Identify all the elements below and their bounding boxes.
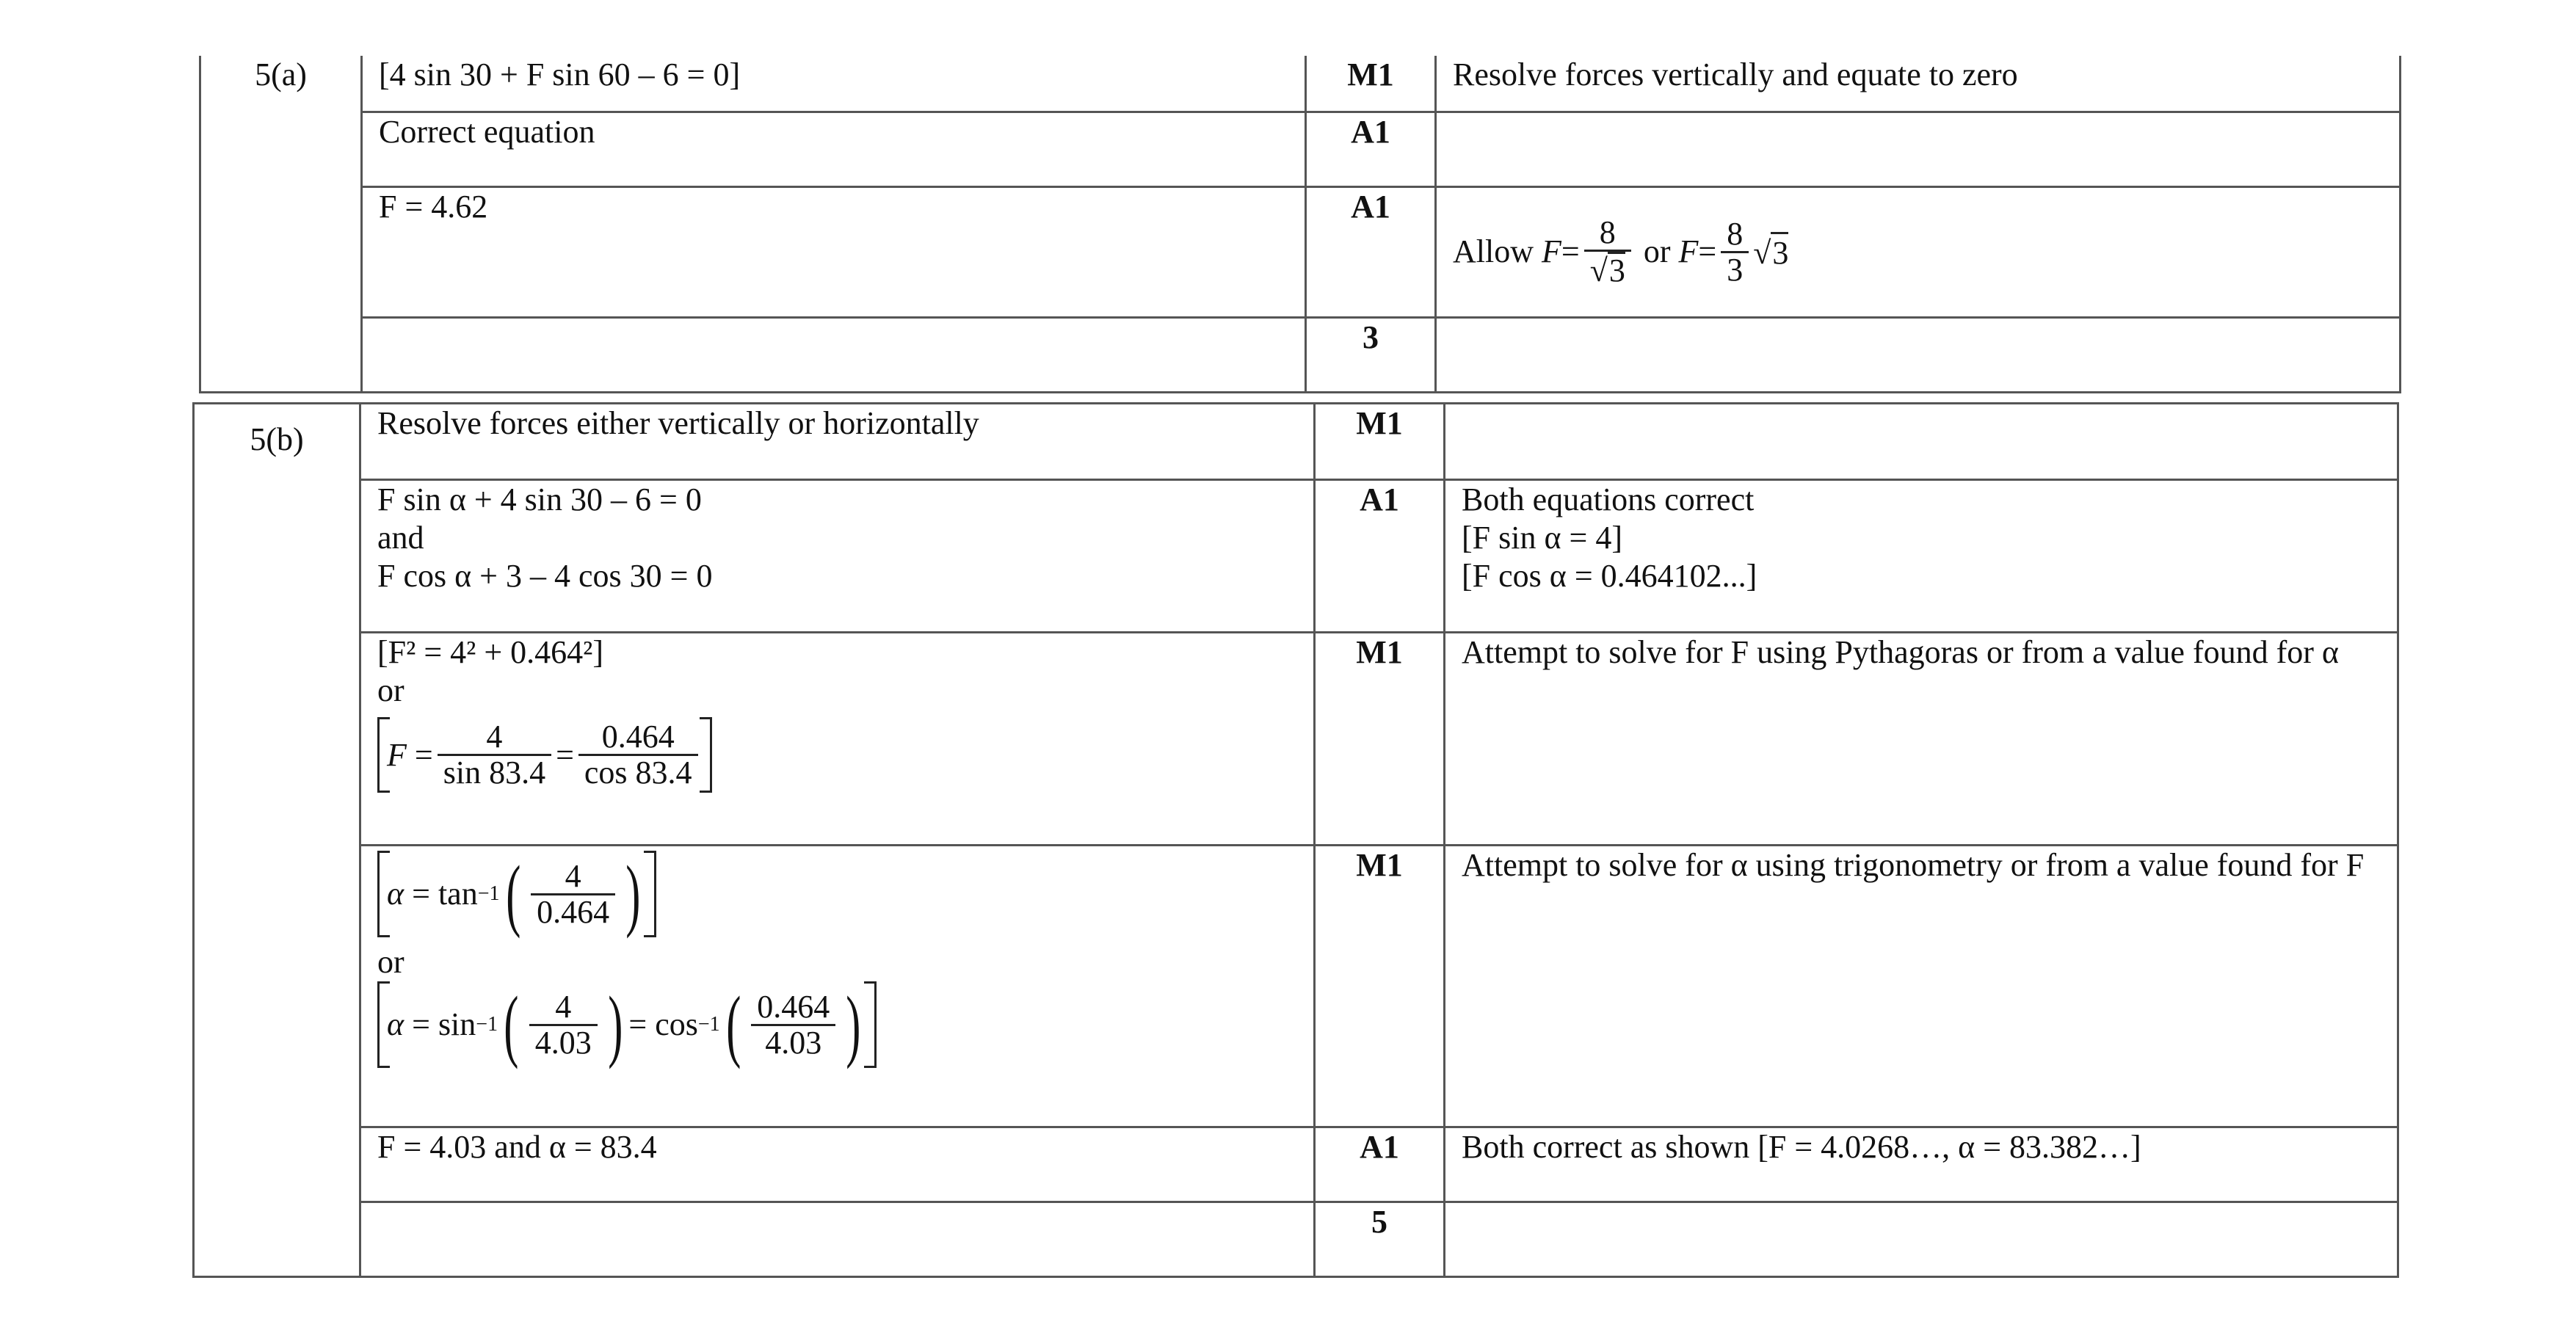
alpha-var: α [387, 1006, 404, 1042]
fraction-cos [578, 720, 698, 790]
fraction [751, 990, 835, 1060]
allow-or: or [1643, 233, 1671, 269]
equation-horizontal: F cos α + 3 – 4 cos 30 = 0 [377, 558, 713, 594]
allow-var-2: F [1678, 233, 1699, 269]
allow-root-2: √3 [1753, 232, 1788, 272]
mark-cell: A1 [1315, 480, 1445, 633]
num: 4 [529, 990, 598, 1026]
answer-cell: [4 sin 30 + F sin 60 – 6 = 0] [362, 56, 1306, 112]
guidance-cell [1436, 186, 2401, 317]
cos-fn: cos [655, 1006, 698, 1042]
guidance-cell: Both correct as shown [F = 4.0268…, α = 83.382…] [1445, 1127, 2398, 1202]
table-row [194, 846, 2398, 1127]
mark-cell: M1 [1306, 56, 1436, 112]
den: 4.03 [765, 1024, 822, 1061]
mark-scheme-table-5a [199, 56, 2401, 393]
paren: ( $\frac{0.464}{4.03}$ ) [725, 980, 861, 1069]
guidance-cell: Resolve forces vertically and equate to zero [1436, 56, 2401, 112]
alpha-tan-formula [377, 851, 1297, 937]
answer-cell [360, 846, 1315, 1127]
guidance-cell [1445, 1202, 2398, 1277]
paren: ( $\frac{4}{4.03}$ ) [504, 980, 623, 1069]
connector-or: or [377, 672, 404, 708]
allow-formula [1453, 216, 1788, 288]
den: sin 83.4 [443, 755, 546, 791]
mark-cell: A1 [1306, 186, 1436, 317]
allow-fraction-2 [1721, 217, 1749, 287]
den: 0.464 [537, 893, 610, 930]
alpha-sin-cos-formula [377, 981, 1297, 1068]
mark-cell: M1 [1315, 633, 1445, 846]
guidance-cell [1445, 404, 2398, 480]
tan-fn: tan [438, 876, 478, 912]
question-number: 5(a) [200, 56, 362, 392]
allow-eq-2: = [1698, 233, 1717, 269]
table-row [200, 186, 2401, 317]
f-fraction-formula [377, 717, 1297, 793]
allow-den-2: 3 [1727, 251, 1744, 288]
mark-cell: M1 [1315, 404, 1445, 480]
mark-cell: M1 [1315, 846, 1445, 1127]
connector-or: or [377, 944, 404, 980]
mark-cell: A1 [1315, 1127, 1445, 1202]
guidance-cell [1436, 112, 2401, 186]
allow-num-2: 8 [1721, 217, 1749, 253]
allow-prefix: Allow [1453, 233, 1534, 269]
fraction-sin [438, 720, 551, 790]
den: cos 83.4 [584, 755, 692, 791]
fraction [529, 990, 598, 1060]
table-row [194, 1202, 2398, 1277]
answer-cell [362, 317, 1306, 392]
num: 4 [438, 720, 551, 756]
total-mark-cell: 3 [1306, 317, 1436, 392]
allow-fraction-1 [1584, 216, 1631, 288]
guidance-line: [F sin α = 4] [1462, 520, 1622, 556]
bracket: α = tan −1 ( $\frac{4}{0.464}$ ) [377, 851, 656, 937]
paren: ( $\frac{4}{0.464}$ ) [505, 849, 641, 939]
guidance-cell [1436, 317, 2401, 392]
den: 4.03 [534, 1024, 592, 1061]
num: 0.464 [751, 990, 835, 1026]
alpha-var: α [387, 876, 404, 912]
sin-fn: sin [438, 1006, 476, 1042]
pythagoras-formula: [F² = 4² + 0.464²] [377, 634, 603, 670]
allow-den-1: √3 [1589, 252, 1625, 288]
table-row [194, 633, 2398, 846]
answer-cell: Resolve forces either vertically or horizontally [360, 404, 1315, 480]
table-row [200, 317, 2401, 392]
table-row [200, 56, 2401, 112]
allow-num-1: 8 [1584, 216, 1631, 252]
guidance-line: Both equations correct [1462, 482, 1755, 517]
allow-var-1: F [1542, 233, 1561, 269]
connector-and: and [377, 520, 424, 556]
mark-scheme-table-5b [192, 402, 2399, 1278]
answer-cell: F = 4.03 and α = 83.4 [360, 1127, 1315, 1202]
num: 4 [531, 860, 615, 895]
guidance-line: [F cos α = 0.464102...] [1462, 558, 1757, 594]
table-row [200, 112, 2401, 186]
guidance-cell: Attempt to solve for α using trigonometry or from a value found for F [1445, 846, 2398, 1127]
guidance-cell [1445, 480, 2398, 633]
equation-vertical: F sin α + 4 sin 30 – 6 = 0 [377, 482, 702, 517]
table-row [194, 1127, 2398, 1202]
guidance-cell: Attempt to solve for F using Pythagoras or from a value found for α [1445, 633, 2398, 846]
table-row [194, 404, 2398, 480]
fraction [531, 857, 615, 930]
answer-cell: F = 4.62 [362, 186, 1306, 317]
answer-cell [360, 1202, 1315, 1277]
mark-cell: A1 [1306, 112, 1436, 186]
question-number: 5(b) [194, 404, 360, 1277]
f-var: F [387, 736, 407, 773]
answer-cell: Correct equation [362, 112, 1306, 186]
answer-cell [360, 480, 1315, 633]
table-row [194, 480, 2398, 633]
bracket: F = $\frac{4}{\sin 83.4}$ = $\frac{0.464}{\cos 83.4}$ [377, 717, 712, 793]
allow-eq-1: = [1561, 233, 1580, 269]
answer-cell [360, 633, 1315, 846]
allow-root-1: 3 [1608, 252, 1625, 288]
total-mark-cell: 5 [1315, 1202, 1445, 1277]
allow-root-2-value: 3 [1771, 232, 1788, 272]
num: 0.464 [578, 720, 698, 756]
bracket: α = sin −1 ( $\frac{4}{4.03}$ ) = cos −1 ( $\frac{0.464}{4.03}$ ) [377, 981, 877, 1068]
